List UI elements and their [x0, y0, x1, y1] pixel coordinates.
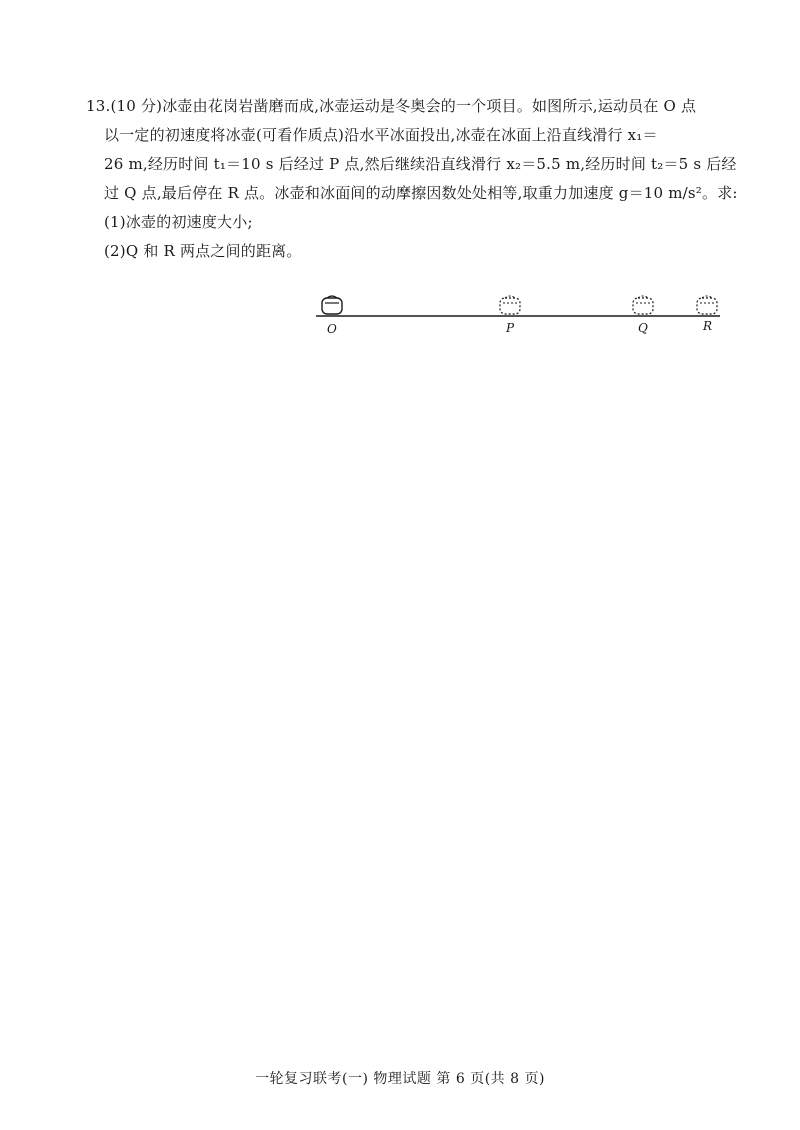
point-label-p: P: [506, 321, 515, 335]
problem-line-1: 13.(10 分)冰壶由花岗岩凿磨而成,冰壶运动是冬奥会的一个项目。如图所示,运动员在 O 点: [86, 97, 697, 115]
point-label-q: Q: [638, 321, 648, 335]
problem-line-2: 以一定的初速度将冰壶(可看作质点)沿水平冰面投出,冰壶在冰面上沿直线滑行 x₁＝: [104, 126, 658, 144]
subquestion-2: (2)Q 和 R 两点之间的距离。: [104, 242, 302, 260]
point-label-r: R: [703, 319, 713, 333]
curling-stone-p-icon: [500, 296, 520, 314]
problem-13: [86, 92, 738, 266]
problem-line-4: 过 Q 点,最后停在 R 点。冰壶和冰面间的动摩擦因数处处相等,取重力加速度 g＝10 m/s²。求:: [104, 184, 738, 202]
curling-stone-o-icon: [322, 296, 342, 314]
subquestion-1: (1)冰壶的初速度大小;: [104, 213, 253, 231]
point-label-o: O: [327, 322, 337, 336]
curling-stone-q-icon: [633, 296, 653, 314]
curling-stone-r-icon: [697, 296, 717, 314]
curling-diagram: [300, 292, 740, 352]
page-footer: 一轮复习联考(一) 物理试题 第 6 页(共 8 页): [255, 1071, 545, 1087]
problem-line-3: 26 m,经历时间 t₁＝10 s 后经过 P 点,然后继续沿直线滑行 x₂＝5.5 m,经历时间 t₂＝5 s 后经: [104, 155, 737, 173]
